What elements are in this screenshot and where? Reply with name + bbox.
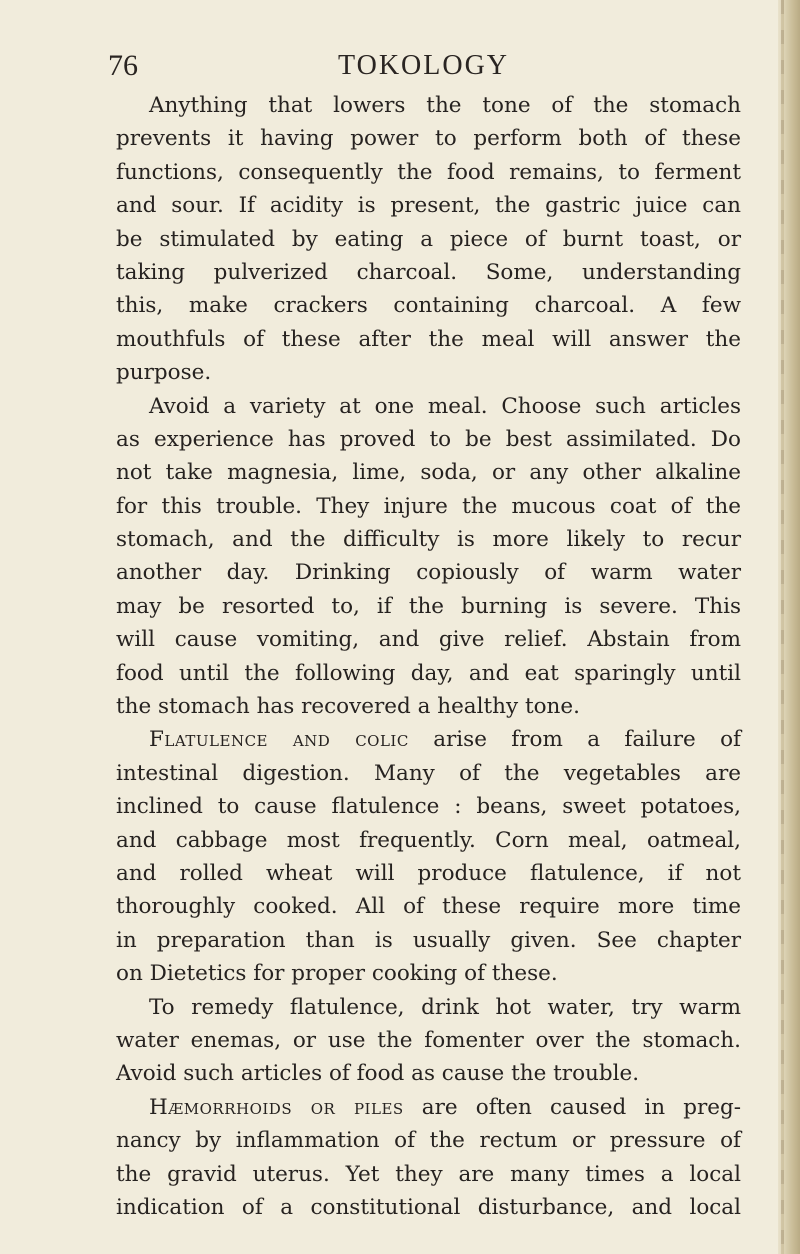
text-line: another day. Drinking copiously of warm water [116,560,741,586]
paragraph [116,991,741,1091]
paragraph [116,89,741,390]
page-header [108,48,738,84]
text-line: Anything that lowers the tone of the stomach [149,93,741,118]
section-heading: Hæmorrhoids or piles [149,1094,404,1120]
text-line: in preparation than is usually given. See chapter [116,927,741,953]
text-line: functions, consequently the food remains, to ferment [116,159,741,185]
text-line: Avoid a variety at one meal. Choose such articles [149,393,741,419]
text-line: inclined to cause flatulence : beans, sweet potatoes, [116,794,741,820]
page-number: 76 [108,49,138,82]
paragraph-haemorrhoids [116,1091,741,1225]
text-line: taking pulverized charcoal. Some, understanding [116,259,741,285]
text-line: the stomach has recovered a healthy tone. [116,694,580,720]
paragraph [116,390,741,724]
text-line: nancy by inflammation of the rectum or pressure of [116,1128,741,1154]
text-line [116,723,741,756]
text-line: intestinal digestion. Many of the vegetables are [116,760,741,786]
text-line: and rolled wheat will produce flatulence, if not [116,860,741,886]
text-line: water enemas, or use the fomenter over the stomach. [116,1027,741,1053]
text-line: mouthfuls of these after the meal will answer the [116,326,741,352]
text-line: and cabbage most frequently. Corn meal, oatmeal, [116,827,741,853]
text-line: the gravid uterus. Yet they are many times a local [116,1161,741,1187]
text-line: on Dietetics for proper cooking of these. [116,961,558,987]
text-line: purpose. [116,360,212,386]
running-head: TOKOLOGY [338,50,510,81]
text-line: Avoid such articles of food as cause the trouble. [116,1061,640,1087]
text-line: as experience has proved to be best assimilated. Do [116,426,741,452]
text-line: food until the following day, and eat sparingly until [116,660,741,686]
text-line: indication of a constitutional disturbance, and local [116,1194,741,1220]
text-line: may be resorted to, if the burning is severe. This [116,593,741,619]
text-line [116,1091,741,1124]
text-line: for this trouble. They injure the mucous coat of the [116,493,741,519]
text-line: stomach, and the difficulty is more likely to recur [116,527,741,553]
paragraph-flatulence [116,723,741,990]
text-run: are often caused in preg- [403,1094,741,1120]
text-line: thoroughly cooked. All of these require more time [116,894,741,920]
text-line: not take magnesia, lime, soda, or any other alkaline [116,460,741,486]
text-line: To remedy flatulence, drink hot water, try warm [149,994,741,1020]
text-run: arise from a failure of [408,727,742,753]
section-heading: Flatulence and colic [149,727,409,753]
body-text [116,89,741,1224]
text-line: this, make crackers containing charcoal. A few [116,293,741,319]
page-edge-shadow [781,0,784,1254]
text-line: and sour. If acidity is present, the gastric juice can [116,193,741,219]
text-line: be stimulated by eating a piece of burnt toast, or [116,226,741,252]
text-line: prevents it having power to perform both of these [116,126,741,152]
text-line: will cause vomiting, and give relief. Abstain from [116,627,741,653]
